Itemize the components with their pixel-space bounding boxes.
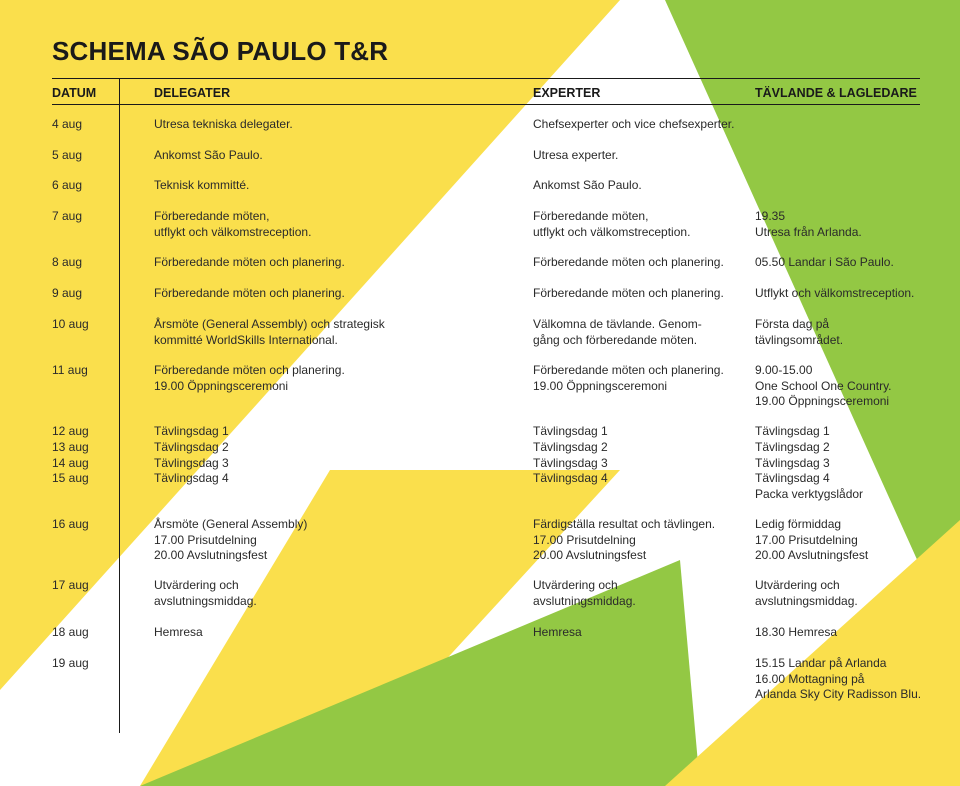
cell-delegates: Årsmöte (General Assembly) och strategisk kommitté WorldSkills International. xyxy=(154,317,385,347)
cell-experts: Ankomst São Paulo. xyxy=(533,178,642,192)
cell-date: 15 aug xyxy=(52,471,89,485)
date-column-divider xyxy=(119,78,120,733)
page-title: SCHEMA SÃO PAULO T&R xyxy=(52,36,389,66)
cell-competitors: Utvärdering och avslutningsmiddag. xyxy=(755,578,858,608)
cell-delegates: Tävlingsdag 3 xyxy=(154,456,229,470)
cell-delegates: Tävlingsdag 4 xyxy=(154,471,229,485)
cell-experts: Välkomna de tävlande. Genom- gång och förberedande möten. xyxy=(533,317,702,347)
cell-delegates: Förberedande möten, utflykt och välkomstreception. xyxy=(154,209,312,239)
cell-delegates: Utvärdering och avslutningsmiddag. xyxy=(154,578,257,608)
cell-date: 10 aug xyxy=(52,317,89,331)
cell-date: 11 aug xyxy=(52,363,88,377)
column-header-experts: EXPERTER xyxy=(533,86,601,100)
cell-delegates: Utresa tekniska delegater. xyxy=(154,117,293,131)
cell-date: 9 aug xyxy=(52,286,83,300)
cell-delegates: Förberedande möten och planering. xyxy=(154,255,345,269)
cell-delegates: Teknisk kommitté. xyxy=(154,178,250,192)
cell-delegates: Förberedande möten och planering. xyxy=(154,286,345,300)
cell-experts: Förberedande möten och planering. xyxy=(533,286,724,300)
cell-delegates: Tävlingsdag 2 xyxy=(154,440,229,454)
cell-experts: Tävlingsdag 1 xyxy=(533,424,608,438)
cell-date: 14 aug xyxy=(52,456,89,470)
cell-delegates: Ankomst São Paulo. xyxy=(154,148,263,162)
cell-date: 12 aug xyxy=(52,424,89,438)
cell-date: 7 aug xyxy=(52,209,83,223)
cell-date: 5 aug xyxy=(52,148,83,162)
cell-date: 13 aug xyxy=(52,440,89,454)
cell-experts: Färdigställa resultat och tävlingen. 17.00 Prisutdelning 20.00 Avslutningsfest xyxy=(533,517,716,562)
cell-experts: Hemresa xyxy=(533,625,582,639)
cell-competitors: 15.15 Landar på Arlanda 16.00 Mottagning på Arlanda Sky City Radisson Blu. xyxy=(755,656,922,701)
cell-date: 17 aug xyxy=(52,578,89,592)
cell-experts: Förberedande möten och planering. 19.00 Öppningsceremoni xyxy=(533,363,724,393)
cell-date: 18 aug xyxy=(52,625,89,639)
cell-delegates: Årsmöte (General Assembly) 17.00 Prisutdelning 20.00 Avslutningsfest xyxy=(154,517,308,562)
cell-experts: Chefsexperter och vice chefsexperter. xyxy=(533,117,735,131)
cell-competitors: Tävlingsdag 2 xyxy=(755,440,830,454)
cell-competitors: 18.30 Hemresa xyxy=(755,625,838,639)
cell-delegates: Hemresa xyxy=(154,625,203,639)
cell-competitors: Tävlingsdag 1 xyxy=(755,424,830,438)
cell-delegates: Förberedande möten och planering. 19.00 Öppningsceremoni xyxy=(154,363,345,393)
header-bottom-rule xyxy=(52,104,920,105)
cell-experts: Tävlingsdag 3 xyxy=(533,456,608,470)
cell-experts: Utresa experter. xyxy=(533,148,619,162)
cell-competitors: Tävlingsdag 4 Packa verktygslådor xyxy=(755,471,864,501)
cell-date: 16 aug xyxy=(52,517,89,531)
cell-date: 4 aug xyxy=(52,117,83,131)
cell-competitors: Utflykt och välkomstreception. xyxy=(755,286,915,300)
cell-experts: Utvärdering och avslutningsmiddag. xyxy=(533,578,636,608)
cell-competitors: 9.00-15.00 One School One Country. 19.00 Öppningsceremoni xyxy=(755,363,892,408)
cell-experts: Förberedande möten, utflykt och välkomstreception. xyxy=(533,209,691,239)
header-top-rule xyxy=(52,78,920,79)
cell-competitors: Tävlingsdag 3 xyxy=(755,456,830,470)
cell-competitors: Ledig förmiddag 17.00 Prisutdelning 20.00 Avslutningsfest xyxy=(755,517,869,562)
cell-date: 19 aug xyxy=(52,656,89,670)
column-header-competitors: TÄVLANDE & LAGLEDARE xyxy=(755,86,917,100)
cell-experts: Förberedande möten och planering. xyxy=(533,255,724,269)
column-header-date: DATUM xyxy=(52,86,97,100)
cell-date: 6 aug xyxy=(52,178,83,192)
column-header-delegates: DELEGATER xyxy=(154,86,231,100)
cell-delegates: Tävlingsdag 1 xyxy=(154,424,229,438)
cell-experts: Tävlingsdag 2 xyxy=(533,440,608,454)
cell-experts: Tävlingsdag 4 xyxy=(533,471,608,485)
cell-competitors: 05.50 Landar i São Paulo. xyxy=(755,255,894,269)
cell-competitors: 19.35 Utresa från Arlanda. xyxy=(755,209,862,239)
cell-date: 8 aug xyxy=(52,255,83,269)
cell-competitors: Första dag på tävlingsområdet. xyxy=(755,317,844,347)
